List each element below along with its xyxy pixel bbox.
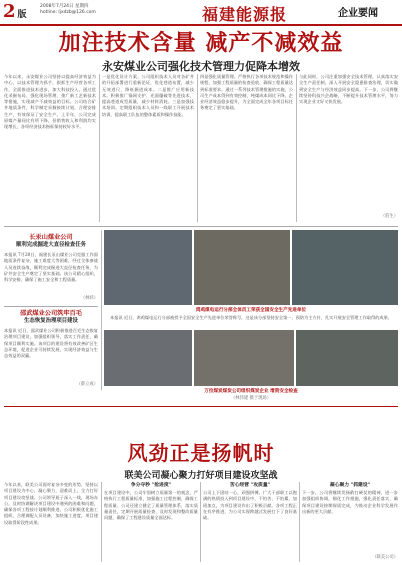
section-divider (4, 406, 398, 407)
masthead: 福建能源报 (202, 5, 288, 24)
page-number-label: 版 (17, 10, 27, 20)
hotline-email: hotline: ljxdzb@126.com (40, 10, 96, 15)
photo-note: （林伟建 摄于现场） (230, 396, 272, 401)
photo-inspection-2 (194, 330, 294, 386)
lower-subhead-1: 争分夺秒 "抢进度" (130, 482, 172, 488)
photo-team (104, 230, 192, 305)
lower-column-4: 下一步，公司将继续发扬敢打硬仗的精神，进一步加强组织协调，细化工作措施，强化责任落实，确保项目建设按期保质完成，为推动企业科学发展作出新的更大贡献。 (302, 490, 398, 514)
lower-column-2: 在项目建设中，公司牢固树立质量第一的观念，严格执行工程质量标准，加强施工过程控制，确保工程质量。公司还建立健全了质量管理体系，落实质量责任，定期开展质量检查，及时发现和整改质量问题，确保了工程建设质量全面达标。 (104, 490, 198, 521)
photo-caption-2: 万拉煤炭煤炭公司组织煤炭企业 增资安全检查 (204, 389, 298, 394)
lead-column-2: 一是优化设计方案。公司组织技术人员对各矿井的开拓部署进行重新论证，优化巷道布置，减少无效进尺，降低掘进成本。二是推广应用新技术。积极推广锚网支护、光面爆破等先进技术，提高巷道成型质量，减少材料消耗。三是加强技术培训。定期组织技术人员和一线职工开展技术培训，提高职工队伍的整体素质和操作技能。 (102, 74, 194, 117)
lower-column-3: 公司上下团结一心，顽强拼搏，广大干部职工以饱满的热情投入到项目建设中，不怕苦、不怕累，加班加点，为项目建设作出了积极贡献。各项工程正在有序推进，为公司实现跨越式发展打下了良好基础。 (203, 490, 297, 521)
column-divider (101, 230, 102, 390)
box1-subheadline: 顺利完成掘进大直径检查任务 (15, 242, 87, 248)
column-divider (296, 74, 297, 222)
photo-inspection-3 (296, 330, 398, 386)
column-divider (101, 482, 102, 562)
page-number (3, 3, 37, 21)
lead-column-1: 今年以来，永安煤业公司坚持以提高经济效益为中心，以技术管理为抓手，狠抓生产经营各项工作，全面推进技术进步，加大科技投入，通过优化采掘布局、强化现场管理、推广新工艺新技术等措施，实现减产不减效益的目标。公司结合矿井地质条件，科学制定采掘接续计划，合理安排生产，有效保证了安全生产。上半年，公司完成原煤产量同比有所下降，但销售收入和利润均实现增长，各项经济技术指标保持较好水平。 (4, 74, 96, 130)
box1-text: 本报讯 7月20日，福建长汞山煤业公司克服工作面地质条件复杂、施工难度大等困难，经过全体参战人员连续奋战，顺利完成掘进大直径检查任务，为矿井安全生产奠定了坚实基础。该公司精心组织，科学安排，确保了施工安全和工程质量。 (4, 252, 98, 283)
box2-headline: 邵武煤业公司筑牢百毛 (20, 310, 82, 317)
lower-byline: （联美公司） (372, 555, 398, 560)
issue-info (40, 4, 150, 16)
photo-text: 本报讯 近日，鸿鸡煤电运行分部被授予全国安全生产先进单位荣誉称号，这是该分部坚持安全第一、预防为主方针，扎实开展安全管理工作取得的成果。 (110, 315, 392, 320)
photo-meeting (292, 230, 398, 305)
section-divider (4, 226, 398, 227)
box2-subheadline: 生态恢复治理项目建设 (24, 318, 78, 324)
column-divider (99, 74, 100, 222)
lead-subheadline: 永安煤业公司强化技术管理力促降本增效 (102, 60, 300, 73)
photo-caption-1: 鸿鸡煤电运行分部全体员工荣获全国安全生产先进单位 (195, 308, 307, 313)
column-title: 企业要闻 (338, 8, 378, 19)
lower-column-1: 今年以来，联美公司面对复杂多变的形势，坚持以项目建设为中心，凝心聚力，迎难而上，全力打好项目建设攻坚战。公司领导班子深入一线，现场办公，及时协调解决项目建设中遇到的困难和问题，确保各项工程按计划顺利推进。公司积极优化施工组织，合理调配人员设备，加快施工进度，项目建设取得阶段性成果。 (4, 482, 98, 525)
lead-byline: （伯生） (380, 214, 398, 219)
column-divider (299, 482, 300, 562)
box1-headline: 长汞山煤业公司 (29, 234, 73, 241)
issue-date: 2008年7月24日 星期四 (40, 4, 89, 9)
lead-column-3: 四是强化质量管理。严格执行各项技术规范和操作规程，加强工程质量的检查验收，确保工程质量达到标准要求。通过一系列技术管理措施的实施，公司生产成本得到有效控制，吨煤成本同比下降，企业经济效益稳步提升，为全面完成全年各项目标任务奠定了坚实基础。 (200, 74, 293, 111)
column-divider (197, 74, 198, 222)
box2-text: 本报讯 近日，邵武煤业公司积极推进百毛生态恢复治理项目建设，加强组织领导，落实工作责任，确保项目顺利实施。该项目的建设将有效改善矿区生态环境，促进企业可持续发展，实现经济效益与生态效益的双赢。 (4, 328, 98, 359)
photo-inspection-1 (104, 330, 192, 386)
page-number-digit: 2 (3, 1, 16, 22)
lower-subhead-2: 苦心经营 "攻质量" (229, 482, 271, 488)
column-divider (200, 482, 201, 562)
lead-column-4: 与此同时，公司注重加强安全技术管理，认真落实安全生产责任制，深入开展安全隐患排查治理，切实做到安全生产与经济效益同步提高。下一步，公司将继续坚持科技兴企战略，不断提升技术管理水平，努力实现企业又好又快发展。 (299, 74, 398, 105)
lower-subheadline: 联美公司凝心聚力打好项目建设攻坚战 (124, 471, 278, 481)
lower-headline: 风劲正是扬帆时 (127, 441, 275, 465)
photo-award (194, 230, 290, 305)
box2-byline: （蔡立成） (76, 382, 98, 387)
lead-headline: 加注技术含量 减产不减效益 (58, 30, 344, 56)
box-divider (4, 306, 98, 307)
box1-byline: （林炜） (80, 296, 98, 301)
lower-subhead-3: 凝心聚力 "抓建设" (329, 482, 371, 488)
